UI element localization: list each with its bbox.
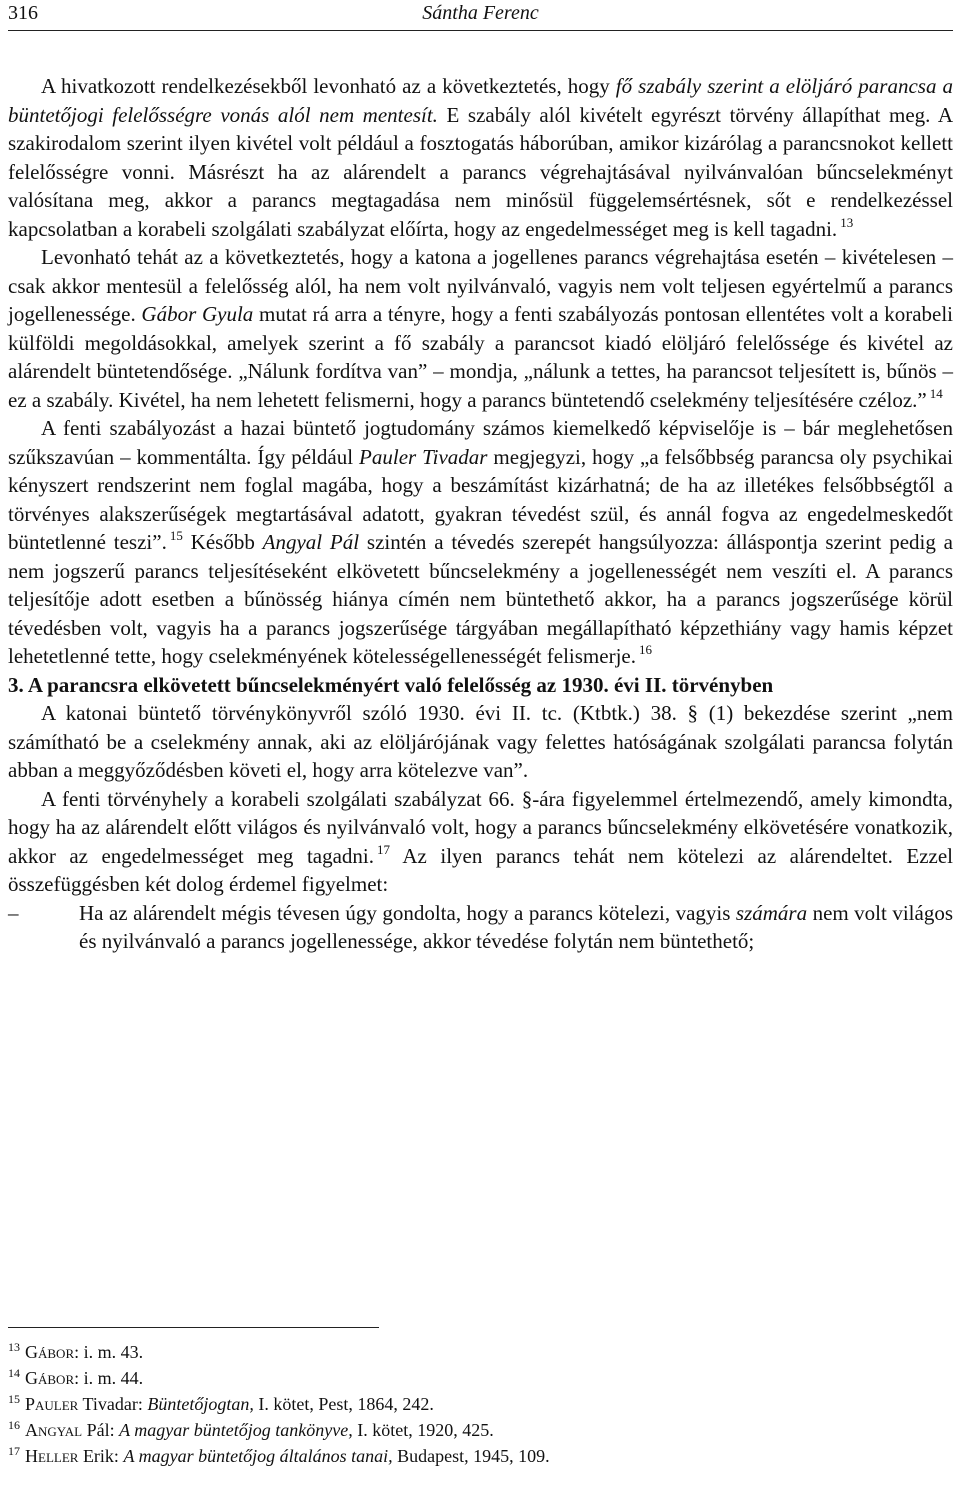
footnote-ref-13[interactable]: 13 [840, 214, 854, 230]
footnote-author: Heller [25, 1446, 79, 1466]
p1-text-1: A hivatkozott rendelkezésekből levonható az a következtetés, hogy [41, 74, 616, 98]
p5-text-2: Az ilyen parancs tehát nem kötelezi az alárendeltet. Ezzel összefüggésben két dolog érdemel figyelmet: [8, 843, 953, 896]
bullet-italic: számára [735, 900, 808, 925]
footnote-13 [8, 1340, 953, 1366]
bullet-text-1: Ha az alárendelt mégis tévesen úgy gondolta, hogy a parancs kötelezi, vagyis [79, 900, 736, 925]
p5-text-1: A fenti törvényhely a korabeli szolgálati szabályzat 66. §-ára figyelemmel értelmezendő, amely kimondta, hogy ha az alárendelt előtt világos és nyilvánvaló volt, hogy a parancs bűncselekmény elkövetésére vonatkozik, akkor az engedelmességet meg tagadni. [8, 786, 953, 868]
footnote-author: Gábor [25, 1368, 75, 1388]
p3-text-3: Később [182, 530, 263, 554]
footnote-ref-17[interactable]: 17 [377, 841, 391, 857]
bullet-item [8, 899, 953, 956]
running-head: Sántha Ferenc [422, 2, 539, 24]
p3-text-2: megjegyzi, hogy „a felsőbbség parancsa oly psychikai kényszert rendszerint nem foglal magába, hogy a beszámítást kizárhatná; de ha az illetékes felsőbbségtől a törvényes alakszerűségek megtartásával adatott, gyakran tévedést szül, és annál fogva az engedelmeskedőt büntetlenné teszi”. [8, 444, 954, 554]
p2-text-2: mutat rá arra a tényre, hogy a fenti szabályozás pontosan ellentétes volt a korabeli külföldi megoldásokkal, amelyek szerint a fő szabály a parancsot kiadó elöljáró felelőssége és kivétel az alárendelt büntetendősége. „Nálunk fordítva van” – mondja, „nálunk a tettes, ha parancsot teljesített is, bűnös – ez a szabály. Kivétel, ha nem lehetett felismerni, hogy a parancs büntetendő cselekmény teljesítésére czéloz.” [8, 302, 954, 412]
footnote-ref-15[interactable]: 15 [169, 528, 183, 543]
footnote-14 [8, 1366, 953, 1392]
page-header [8, 0, 953, 30]
footnote-tail: Budapest, 1945, 109. [392, 1446, 550, 1466]
p3-text-1: A fenti szabályozást a hazai büntető jogtudomány számos kiemelkedő képviselője is – bár meglehetősen szűkszavúan – kommentálta. Így például [8, 416, 953, 469]
footnote-17 [8, 1444, 953, 1470]
header-rule [8, 30, 953, 31]
paragraph-4: A katonai büntető törvénykönyvről szóló 1930. évi II. tc. (Ktbtk.) 38. § (1) bekezdése szerint „nem számítható be a cselekmény annak, aki az elöljárójának vagy felettes hatóságának szolgálati parancsa folytán abban a meggyőződésben követi el, hogy arra kötelezve van”. [8, 701, 953, 782]
footnote-text: Pál: [82, 1420, 120, 1440]
document-page [8, 0, 954, 1466]
footnote-number: 14 [8, 1366, 20, 1380]
footnote-title: Büntetőjogtan, [147, 1394, 254, 1414]
footnote-separator [8, 1327, 379, 1328]
bullet-text-2: nem volt világos és nyilvánvaló a parancs jogellenessége, akkor tévedése folytán nem büntethető; [79, 900, 953, 953]
paragraph-3 [8, 414, 953, 671]
footnote-author: Pauler [25, 1394, 79, 1414]
p3-text-4: szintén a tévedés szerepét hangsúlyozza: álláspontja szerint pedig a nem jogszerű parancs teljesítéseként elkövetett bűncselekmény a jogellenességét nem veszíti el. A parancs teljesítője adott esetben a bűnösség hiánya címén nem büntethető akkor, ha a parancs jogszerűsége körül tévedésben volt, vagyis ha a parancs jogszerűsége tárgyában megállapítható képzethiány vagy hamis képzet lehetetlenné tette, hogy cselekményének kötelességellenességét felismerje. [8, 530, 953, 668]
footnote-text: : i. m. 44. [74, 1368, 144, 1388]
page-number: 316 [8, 2, 38, 24]
footnote-tail: I. kötet, 1920, 425. [352, 1420, 494, 1440]
p2-italic-1: Gábor Gyula [141, 302, 254, 326]
footnote-text: Tivadar: [78, 1394, 148, 1414]
footnote-number: 13 [8, 1340, 20, 1354]
footnote-number: 17 [8, 1444, 20, 1458]
footnote-tail: I. kötet, Pest, 1864, 242. [253, 1394, 434, 1414]
p3-italic-1: Pauler Tivadar [359, 444, 488, 469]
footnote-number: 16 [8, 1418, 20, 1432]
footnote-16 [8, 1418, 953, 1444]
p2-text-1: Levonható tehát az a következtetés, hogy a katona a jogellenes parancs végrehajtása esetén – kivételesen – csak akkor mentesül a felelősség alól, ha nem volt nyilvánvaló, vagyis nem volt teljesen egyértelmű a parancs jogellenessége. [8, 245, 953, 326]
p3-italic-2: Angyal Pál [262, 530, 360, 554]
paragraph-2 [8, 243, 953, 414]
footnote-author: Angyal [25, 1420, 83, 1440]
p1-italic-1: fő szabály szerint a elöljáró parancsa a büntetőjogi felelősségre vonás alól nem mentesít. [8, 74, 953, 127]
footnote-ref-14[interactable]: 14 [929, 385, 943, 401]
body-text [8, 72, 953, 956]
footnote-text: : i. m. 43. [74, 1342, 144, 1362]
p1-text-2: E szabály alól kivételt egyrészt törvény állapíthat meg. A szakirodalom szerint ilyen kivétel volt például a fosztogatás háborúban, amikor kizárólag a parancsnokot kellett felelősségre vonni. Másrészt ha az alárendelt a parancs végrehajtásával nyilvánvalóan bűncselekményt valósítana meg, akkor a parancs megtagadása nem minősül függelemsértésnek, sőt e rendelkezéssel kapcsolatban a korabeli szolgálati szabályzat előírta, hogy az engedelmességet meg is kell tagadni. [8, 102, 953, 241]
section-heading: 3. A parancsra elkövetett bűncselekményért való felelősség az 1930. évi II. törvényben [8, 672, 774, 697]
bullet-dash: – [8, 900, 19, 925]
footnote-title: A magyar büntetőjog tankönyve, [119, 1420, 353, 1440]
footnotes [8, 1340, 953, 1470]
footnote-text: Erik: [78, 1446, 124, 1466]
footnote-author: Gábor [25, 1342, 75, 1362]
footnote-ref-16[interactable]: 16 [639, 642, 652, 657]
footnote-15 [8, 1392, 953, 1418]
footnote-title: A magyar büntetőjog általános tanai, [123, 1446, 393, 1466]
footnote-number: 15 [8, 1392, 20, 1406]
paragraph-1 [8, 72, 953, 243]
paragraph-5 [8, 785, 953, 899]
